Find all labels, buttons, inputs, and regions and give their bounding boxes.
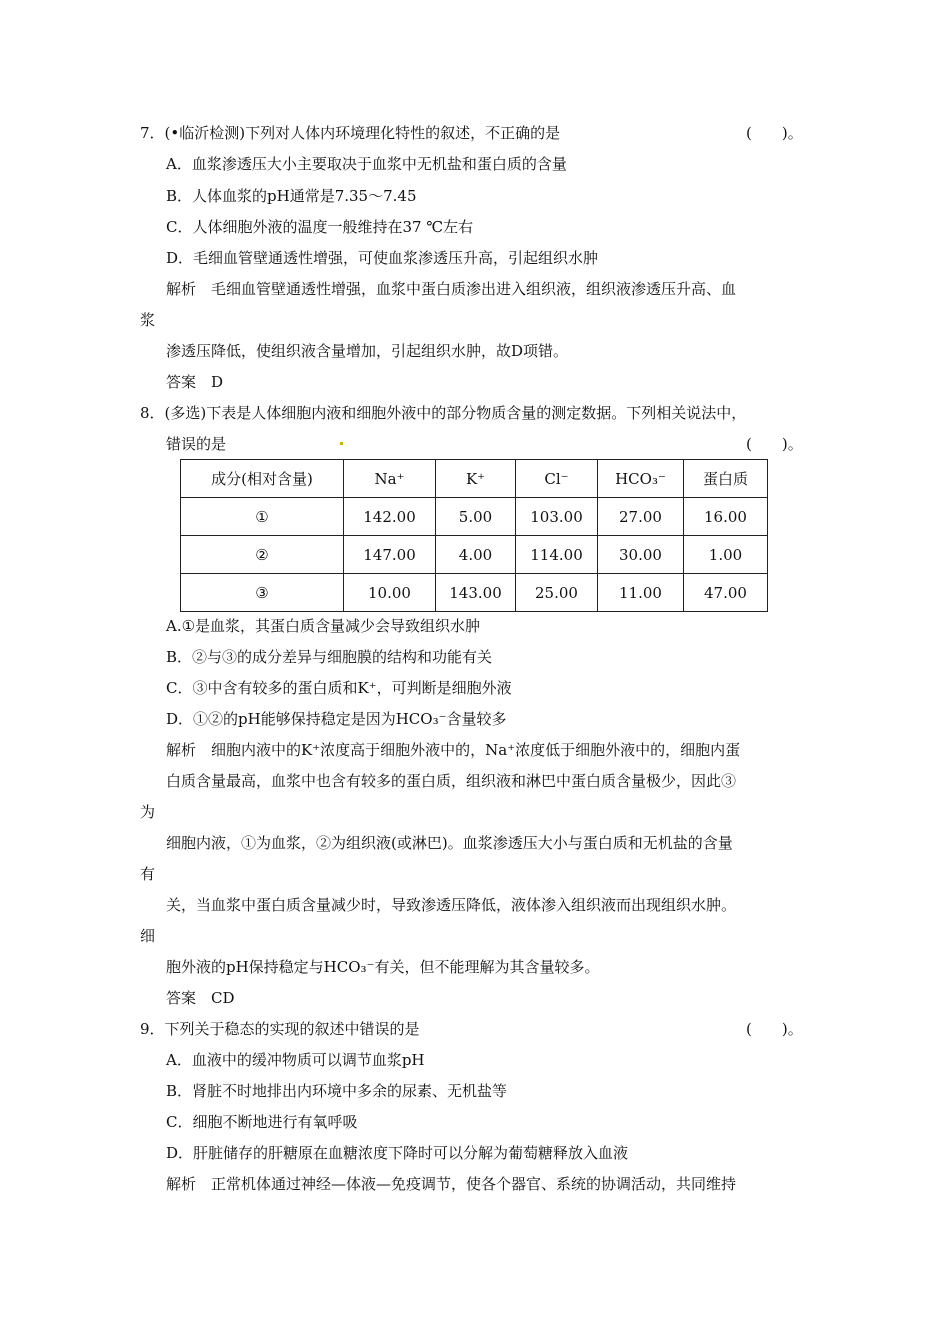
table-cell: 103.00: [516, 498, 598, 536]
table-row: [181, 574, 768, 612]
q8-analysis-line6: 关，当血浆中蛋白质含量减少时，导致渗透压降低，液体渗入组织液而出现组织水肿。: [166, 896, 737, 914]
q8-analysis-line4: 细胞内液，①为血浆，②为组织液(或淋巴)。血浆渗透压大小与蛋白质和无机盐的含量: [166, 834, 733, 852]
q7-analysis-line3: 渗透压降低，使组织液含量增加，引起组织水肿，故D项错。: [166, 342, 569, 360]
table-cell: 142.00: [344, 498, 436, 536]
q9-answer-paren: ( )。: [746, 1020, 803, 1038]
stray-mark: [340, 442, 343, 445]
q9-stem: 9．下列关于稳态的实现的叙述中错误的是: [140, 1020, 420, 1038]
q8-answer: 答案 CD: [166, 989, 235, 1007]
q8-option-c: C．③中含有较多的蛋白质和K⁺，可判断是细胞外液: [166, 679, 512, 697]
table-row: [181, 498, 768, 536]
table-cell: 4.00: [436, 536, 516, 574]
q9-option-a: A．血液中的缓冲物质可以调节血浆pH: [166, 1051, 425, 1069]
table-header-cell: 成分(相对含量): [181, 460, 344, 498]
q9-option-c: C．细胞不断地进行有氧呼吸: [166, 1113, 358, 1131]
table-header-cell: HCO₃⁻: [598, 460, 684, 498]
q7-answer: 答案 D: [166, 373, 224, 391]
q8-analysis-line3: 为: [140, 803, 156, 821]
q9-option-b: B．肾脏不时地排出内环境中多余的尿素、无机盐等: [166, 1082, 508, 1100]
table-cell: 5.00: [436, 498, 516, 536]
table-cell: 16.00: [684, 498, 768, 536]
q8-analysis-line2: 白质含量最高，血浆中也含有较多的蛋白质，组织液和淋巴中蛋白质含量极少，因此③: [166, 772, 737, 790]
q7-option-a: A．血浆渗透压大小主要取决于血浆中无机盐和蛋白质的含量: [166, 155, 567, 173]
table-cell: ②: [181, 536, 344, 574]
q8-option-d: D．①②的pH能够保持稳定是因为HCO₃⁻含量较多: [166, 710, 507, 728]
table-cell: 11.00: [598, 574, 684, 612]
q8-answer-paren: ( )。: [746, 435, 803, 453]
table-cell: 47.00: [684, 574, 768, 612]
q8-analysis-line8: 胞外液的pH保持稳定与HCO₃⁻有关，但不能理解为其含量较多。: [166, 958, 600, 976]
q8-option-a: A.①是血浆，其蛋白质含量减少会导致组织水肿: [166, 617, 481, 635]
table-cell: 27.00: [598, 498, 684, 536]
q7-option-c: C．人体细胞外液的温度一般维持在37 ℃左右: [166, 218, 474, 236]
q8-analysis-line5: 有: [140, 865, 156, 883]
table-header-cell: K⁺: [436, 460, 516, 498]
q7-analysis-line2: 浆: [140, 311, 156, 329]
table-cell: ③: [181, 574, 344, 612]
table-cell: 143.00: [436, 574, 516, 612]
table-cell: 30.00: [598, 536, 684, 574]
table-row: [181, 536, 768, 574]
table-cell: ①: [181, 498, 344, 536]
q7-stem: 7．(•临沂检测)下列对人体内环境理化特性的叙述，不正确的是: [140, 124, 561, 142]
q8-analysis-line7: 细: [140, 927, 156, 945]
q7-option-b: B．人体血浆的pH通常是7.35～7.45: [166, 187, 417, 205]
q8-stem-line2: 错误的是: [166, 435, 227, 453]
table-cell: 147.00: [344, 536, 436, 574]
table-cell: 114.00: [516, 536, 598, 574]
table-header-cell: 蛋白质: [684, 460, 768, 498]
q8-analysis-line1: 解析 细胞内液中的K⁺浓度高于细胞外液中的，Na⁺浓度低于细胞外液中的，细胞内蛋: [166, 741, 741, 759]
composition-table: [180, 459, 768, 612]
table-header-cell: Na⁺: [344, 460, 436, 498]
q8-stem-line1: 8．(多选)下表是人体细胞内液和细胞外液中的部分物质含量的测定数据。下列相关说法中，: [140, 404, 747, 422]
q7-analysis-line1: 解析 毛细血管壁通透性增强，血浆中蛋白质渗出进入组织液，组织液渗透压升高、血: [166, 280, 737, 298]
q9-option-d: D．肝脏储存的肝糖原在血糖浓度下降时可以分解为葡萄糖释放入血液: [166, 1144, 629, 1162]
table-header-row: [181, 460, 768, 498]
q7-answer-paren: ( )。: [746, 124, 803, 142]
q9-analysis-line1: 解析 正常机体通过神经—体液—免疫调节，使各个器官、系统的协调活动，共同维持: [166, 1175, 737, 1193]
table-cell: 1.00: [684, 536, 768, 574]
table-cell: 25.00: [516, 574, 598, 612]
q8-option-b: B．②与③的成分差异与细胞膜的结构和功能有关: [166, 648, 493, 666]
q7-option-d: D．毛细血管壁通透性增强，可使血浆渗透压升高，引起组织水肿: [166, 249, 599, 267]
table-cell: 10.00: [344, 574, 436, 612]
table-header-cell: Cl⁻: [516, 460, 598, 498]
